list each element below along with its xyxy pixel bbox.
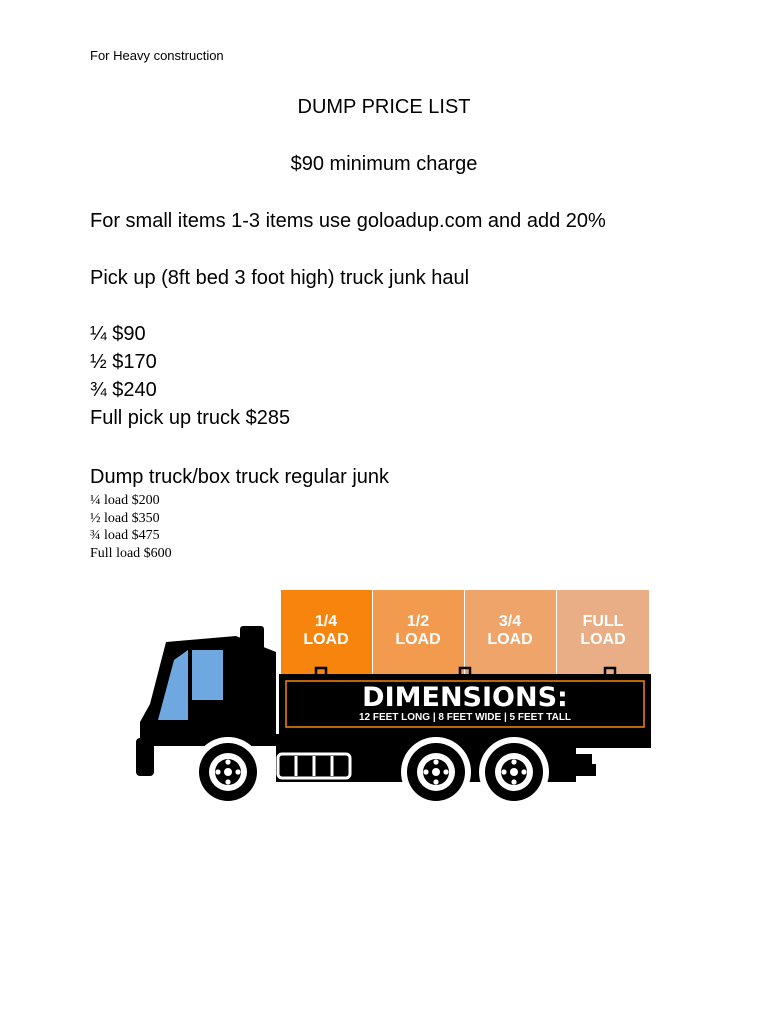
dump-price-quarter: ¼ load $200 — [90, 493, 160, 508]
load-box-three-quarter-line1: 3/4 — [498, 613, 522, 630]
pickup-heading: Pick up (8ft bed 3 foot high) truck junk haul — [90, 267, 470, 289]
cab-side-window — [192, 650, 223, 700]
load-box-half-line2: LOAD — [395, 631, 441, 648]
dump-price-three-quarter: ¾ load $475 — [90, 528, 160, 543]
minimum-charge: $90 minimum charge — [290, 153, 478, 175]
dimensions-panel — [279, 674, 651, 734]
load-box-full-line2: LOAD — [580, 631, 626, 648]
pickup-price-three-quarter: ¾ $240 — [90, 379, 157, 401]
pickup-price-list — [90, 320, 290, 432]
cab-front — [136, 738, 154, 776]
pickup-price-half: ½ $170 — [90, 351, 157, 373]
load-box-three-quarter — [465, 590, 556, 674]
page-title: DUMP PRICE LIST — [297, 96, 471, 118]
wheel-rear2-icon — [479, 737, 549, 807]
pickup-price-full: Full pick up truck $285 — [90, 407, 291, 429]
pickup-price-quarter: ¼ $90 — [90, 323, 146, 345]
load-box-three-quarter-line2: LOAD — [487, 631, 533, 648]
wheel-front-icon — [193, 737, 263, 807]
load-box-half-line1: 1/2 — [406, 613, 430, 630]
small-items-note: For small items 1-3 items use goloadup.com and add 20% — [90, 210, 606, 232]
dump-heading: Dump truck/box truck regular junk — [90, 466, 390, 488]
dump-truck-graphic — [136, 588, 656, 810]
load-box-full-line1: FULL — [582, 613, 624, 630]
dimensions-detail: 12 FEET LONG | 8 FEET WIDE | 5 FEET TALL — [358, 712, 572, 723]
dump-price-half: ½ load $350 — [90, 510, 160, 526]
load-box-quarter-line2: LOAD — [303, 631, 349, 648]
wheel-rear1-icon — [401, 737, 471, 807]
load-box-quarter-line1: 1/4 — [314, 613, 338, 630]
load-box-quarter — [281, 590, 372, 674]
load-box-full — [557, 590, 649, 674]
dimensions-title: DIMENSIONS: — [362, 682, 568, 713]
dump-price-list — [90, 492, 172, 562]
load-box-half — [373, 590, 464, 674]
header-note: For Heavy construction — [90, 48, 224, 63]
dump-price-full: Full load $600 — [90, 545, 172, 561]
